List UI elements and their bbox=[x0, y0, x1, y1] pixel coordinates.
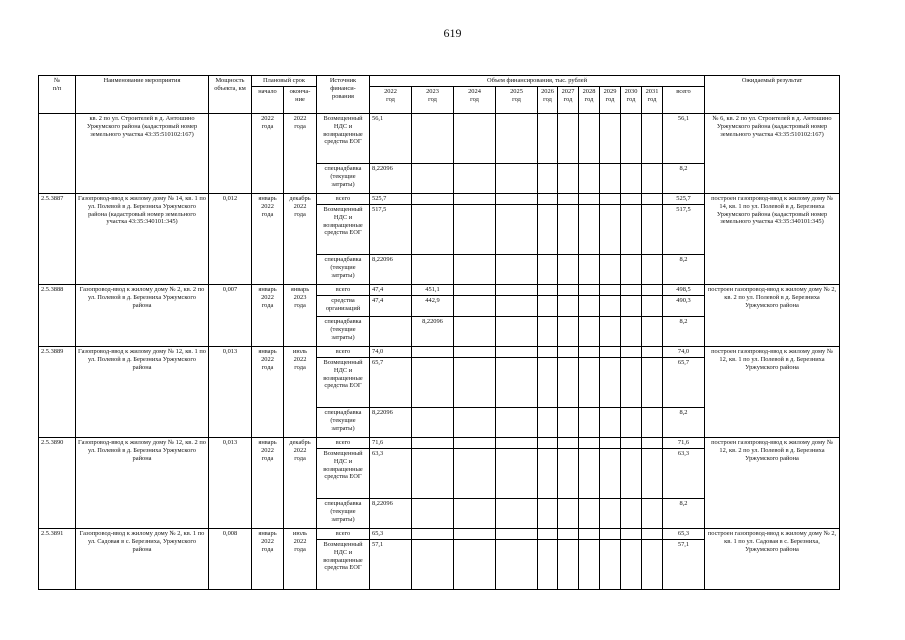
amount-year: 517,5 bbox=[370, 205, 412, 255]
amount-year bbox=[579, 317, 600, 347]
item-name: Газопровод-ввод к жилому дому № 12, кв. 1 по ул. Полевой в д. Березниха Уржумского района bbox=[76, 347, 209, 438]
amount-year bbox=[412, 358, 454, 408]
amount-year bbox=[642, 540, 663, 590]
amount-year bbox=[558, 255, 579, 285]
item-result: построен газопровод-ввод к жилому дому № 2, кв. 2 по ул. Полевой в д. Березниха Уржумского района bbox=[705, 285, 840, 347]
amount-year bbox=[496, 408, 538, 438]
amount-year bbox=[454, 540, 496, 590]
amount-year bbox=[538, 164, 558, 194]
amount-year: 442,9 bbox=[412, 296, 454, 317]
amount-year bbox=[412, 194, 454, 205]
amount-year bbox=[579, 358, 600, 408]
item-number: 2.5.3888 bbox=[39, 285, 76, 347]
amount-total: 65,3 bbox=[663, 529, 705, 540]
amount-year bbox=[558, 449, 579, 499]
header-term: Плановый срок bbox=[252, 76, 317, 87]
amount-year bbox=[558, 540, 579, 590]
amount-total: 8,2 bbox=[663, 317, 705, 347]
amount-year bbox=[558, 499, 579, 529]
amount-year bbox=[621, 529, 642, 540]
funding-source: спецнадбавка (текущие затраты) bbox=[317, 164, 370, 194]
amount-year bbox=[621, 540, 642, 590]
amount-year: 451,1 bbox=[412, 285, 454, 296]
funding-source: всего bbox=[317, 285, 370, 296]
amount-year: 74,0 bbox=[370, 347, 412, 358]
header-name: Наименование мероприятия bbox=[76, 76, 209, 114]
funding-source: Возмещенный НДС и возвращенные средства ЕОГ bbox=[317, 449, 370, 499]
item-capacity: 0,012 bbox=[209, 194, 252, 285]
amount-year bbox=[642, 358, 663, 408]
amount-year: 8,22096 bbox=[370, 499, 412, 529]
amount-year bbox=[454, 347, 496, 358]
amount-year bbox=[600, 114, 621, 164]
amount-year bbox=[579, 255, 600, 285]
item-capacity: 0,013 bbox=[209, 347, 252, 438]
amount-year bbox=[600, 164, 621, 194]
amount-year bbox=[558, 438, 579, 449]
amount-year bbox=[642, 438, 663, 449]
financing-table bbox=[38, 75, 840, 590]
header-term-end: оконча- ние bbox=[284, 87, 317, 114]
amount-year bbox=[412, 255, 454, 285]
amount-year: 47,4 bbox=[370, 296, 412, 317]
table-row bbox=[39, 285, 840, 296]
amount-year bbox=[496, 194, 538, 205]
amount-year bbox=[579, 540, 600, 590]
amount-year bbox=[496, 205, 538, 255]
funding-source: всего bbox=[317, 529, 370, 540]
amount-year bbox=[621, 164, 642, 194]
amount-year bbox=[412, 114, 454, 164]
amount-year bbox=[496, 449, 538, 499]
amount-year bbox=[642, 408, 663, 438]
amount-year bbox=[412, 164, 454, 194]
amount-year bbox=[558, 529, 579, 540]
amount-year bbox=[454, 317, 496, 347]
item-end: январь 2023 года bbox=[284, 285, 317, 347]
amount-year bbox=[558, 296, 579, 317]
header-volume: Объем финансирования, тыс. рублей bbox=[370, 76, 705, 87]
amount-year bbox=[579, 285, 600, 296]
amount-year bbox=[642, 347, 663, 358]
amount-year bbox=[558, 205, 579, 255]
amount-year bbox=[538, 540, 558, 590]
header-year: 2029 год bbox=[600, 87, 621, 114]
amount-total: 8,2 bbox=[663, 499, 705, 529]
item-start: январь 2022 года bbox=[252, 438, 284, 529]
amount-year bbox=[579, 296, 600, 317]
amount-year bbox=[412, 449, 454, 499]
amount-year bbox=[600, 499, 621, 529]
amount-total: 63,3 bbox=[663, 449, 705, 499]
amount-year bbox=[496, 529, 538, 540]
funding-source: всего bbox=[317, 438, 370, 449]
amount-year bbox=[454, 296, 496, 317]
amount-year bbox=[621, 449, 642, 499]
item-end: июль 2022 года bbox=[284, 347, 317, 438]
amount-year bbox=[454, 285, 496, 296]
item-start: январь 2022 года bbox=[252, 285, 284, 347]
header-year: 2027 год bbox=[558, 87, 579, 114]
amount-year: 47,4 bbox=[370, 285, 412, 296]
amount-year bbox=[412, 438, 454, 449]
amount-year bbox=[579, 114, 600, 164]
amount-year bbox=[621, 194, 642, 205]
amount-year bbox=[454, 358, 496, 408]
amount-year: 57,1 bbox=[370, 540, 412, 590]
amount-total: 8,2 bbox=[663, 164, 705, 194]
amount-year bbox=[412, 529, 454, 540]
amount-year bbox=[496, 317, 538, 347]
item-name: Газопровод-ввод к жилому дому № 12, кв. 2 по ул. Полевой в д. Березниха Уржумского района bbox=[76, 438, 209, 529]
item-start: январь 2022 года bbox=[252, 194, 284, 285]
amount-year bbox=[621, 358, 642, 408]
amount-year bbox=[600, 205, 621, 255]
funding-source: спецнадбавка (текущие затраты) bbox=[317, 255, 370, 285]
amount-year bbox=[538, 449, 558, 499]
funding-source: Возмещенный НДС и возвращенные средства ЕОГ bbox=[317, 540, 370, 590]
item-capacity: 0,013 bbox=[209, 438, 252, 529]
amount-year: 71,6 bbox=[370, 438, 412, 449]
item-start: январь 2022 года bbox=[252, 347, 284, 438]
amount-year bbox=[538, 317, 558, 347]
amount-year bbox=[621, 408, 642, 438]
amount-year: 8,22096 bbox=[370, 408, 412, 438]
item-capacity bbox=[209, 114, 252, 194]
amount-year: 65,7 bbox=[370, 358, 412, 408]
amount-year bbox=[412, 347, 454, 358]
funding-source: средства организаций bbox=[317, 296, 370, 317]
item-end: 2022 года bbox=[284, 114, 317, 194]
header-year: 2031 год bbox=[642, 87, 663, 114]
funding-source: Возмещенный НДС и возвращенные средства ЕОГ bbox=[317, 114, 370, 164]
amount-year bbox=[579, 449, 600, 499]
amount-year bbox=[642, 499, 663, 529]
amount-year bbox=[600, 540, 621, 590]
amount-year bbox=[579, 438, 600, 449]
amount-year bbox=[454, 194, 496, 205]
amount-year bbox=[600, 255, 621, 285]
amount-year bbox=[579, 347, 600, 358]
amount-year bbox=[621, 205, 642, 255]
amount-year bbox=[579, 529, 600, 540]
amount-year bbox=[600, 347, 621, 358]
item-name: кв. 2 по ул. Строителей в д. Антошино Уржумского района (кадастровый номер земельного участка 43:35:510102:167) bbox=[76, 114, 209, 194]
header-source: Источник финанси- рования bbox=[317, 76, 370, 114]
amount-year bbox=[454, 438, 496, 449]
header-year: 2026 год bbox=[538, 87, 558, 114]
item-start: 2022 года bbox=[252, 114, 284, 194]
amount-year bbox=[642, 255, 663, 285]
funding-source: спецнадбавка (текущие затраты) bbox=[317, 408, 370, 438]
amount-year bbox=[642, 285, 663, 296]
item-capacity: 0,008 bbox=[209, 529, 252, 590]
amount-year bbox=[642, 449, 663, 499]
table-row bbox=[39, 529, 840, 540]
amount-year bbox=[538, 358, 558, 408]
amount-year: 8,22096 bbox=[370, 255, 412, 285]
item-end: декабрь 2022 года bbox=[284, 194, 317, 285]
item-number: 2.5.3891 bbox=[39, 529, 76, 590]
header-year: 2023 год bbox=[412, 87, 454, 114]
amount-total: 490,3 bbox=[663, 296, 705, 317]
amount-year bbox=[538, 114, 558, 164]
amount-year bbox=[454, 499, 496, 529]
amount-year bbox=[642, 194, 663, 205]
amount-total: 8,2 bbox=[663, 408, 705, 438]
amount-year bbox=[600, 285, 621, 296]
amount-year bbox=[412, 408, 454, 438]
table-row bbox=[39, 194, 840, 205]
item-start: январь 2022 года bbox=[252, 529, 284, 590]
amount-year bbox=[496, 438, 538, 449]
item-name: Газопровод-ввод к жилому дому № 2, кв. 2 по ул. Полевой в д. Березниха Уржумского района bbox=[76, 285, 209, 347]
item-result: построен газопровод-ввод к жилому дому № 14, кв. 1 по ул. Полевой в д. Березниха Уржумского района (кадастровый номер земельного участка 43:35:340101:345) bbox=[705, 194, 840, 285]
item-number: 2.5.3890 bbox=[39, 438, 76, 529]
funding-source: Возмещенный НДС и возвращенные средства ЕОГ bbox=[317, 205, 370, 255]
amount-year bbox=[558, 114, 579, 164]
amount-total: 498,5 bbox=[663, 285, 705, 296]
amount-year bbox=[538, 499, 558, 529]
amount-year bbox=[496, 499, 538, 529]
amount-year bbox=[642, 317, 663, 347]
item-end: июль 2022 года bbox=[284, 529, 317, 590]
amount-year bbox=[642, 205, 663, 255]
amount-year bbox=[558, 408, 579, 438]
amount-year: 56,1 bbox=[370, 114, 412, 164]
amount-year bbox=[412, 540, 454, 590]
amount-year bbox=[538, 194, 558, 205]
amount-year bbox=[600, 358, 621, 408]
amount-year bbox=[621, 285, 642, 296]
amount-year bbox=[454, 164, 496, 194]
amount-year bbox=[496, 540, 538, 590]
amount-year bbox=[496, 285, 538, 296]
header-year: 2022 год bbox=[370, 87, 412, 114]
item-result: построен газопровод-ввод к жилому дому № 2, кв. 1 по ул. Садовая в с. Березниха, Уржумского района bbox=[705, 529, 840, 590]
funding-source: спецнадбавка (текущие затраты) bbox=[317, 499, 370, 529]
amount-total: 56,1 bbox=[663, 114, 705, 164]
amount-year bbox=[621, 499, 642, 529]
amount-year bbox=[496, 347, 538, 358]
header-num: № п/п bbox=[39, 76, 76, 114]
amount-year bbox=[600, 296, 621, 317]
amount-year bbox=[621, 296, 642, 317]
amount-year bbox=[538, 529, 558, 540]
amount-year bbox=[496, 358, 538, 408]
amount-year bbox=[642, 296, 663, 317]
table-row bbox=[39, 114, 840, 164]
amount-year bbox=[621, 255, 642, 285]
amount-total: 57,1 bbox=[663, 540, 705, 590]
funding-source: спецнадбавка (текущие затраты) bbox=[317, 317, 370, 347]
amount-year bbox=[642, 529, 663, 540]
amount-year bbox=[496, 164, 538, 194]
amount-year bbox=[579, 194, 600, 205]
header-term-start: начало bbox=[252, 87, 284, 114]
amount-year bbox=[642, 114, 663, 164]
amount-year bbox=[412, 205, 454, 255]
amount-year bbox=[454, 408, 496, 438]
amount-year bbox=[538, 408, 558, 438]
amount-year bbox=[558, 358, 579, 408]
amount-year bbox=[538, 205, 558, 255]
amount-year bbox=[558, 194, 579, 205]
amount-total: 8,2 bbox=[663, 255, 705, 285]
amount-total: 74,0 bbox=[663, 347, 705, 358]
item-result: № 6, кв. 2 по ул. Строителей в д. Антошино Уржумского района (кадастровый номер земельного участка 43:35:510102:167) bbox=[705, 114, 840, 194]
amount-year bbox=[600, 449, 621, 499]
amount-year bbox=[579, 164, 600, 194]
header-capacity: Мощность объекта, км bbox=[209, 76, 252, 114]
amount-year bbox=[621, 114, 642, 164]
item-end: декабрь 2022 года bbox=[284, 438, 317, 529]
header-year: 2028 год bbox=[579, 87, 600, 114]
amount-year bbox=[496, 296, 538, 317]
amount-year bbox=[579, 205, 600, 255]
header-row bbox=[39, 76, 840, 87]
item-result: построен газопровод-ввод к жилому дому № 12, кв. 1 по ул. Полевой в д. Березниха Уржумского района bbox=[705, 347, 840, 438]
page-number: 619 bbox=[443, 26, 462, 40]
amount-total: 525,7 bbox=[663, 194, 705, 205]
amount-year bbox=[538, 255, 558, 285]
item-number: 2.5.3889 bbox=[39, 347, 76, 438]
header-year: 2025 год bbox=[496, 87, 538, 114]
amount-total: 517,5 bbox=[663, 205, 705, 255]
amount-year bbox=[621, 347, 642, 358]
amount-year bbox=[538, 285, 558, 296]
amount-year bbox=[621, 317, 642, 347]
amount-year bbox=[600, 194, 621, 205]
amount-year bbox=[496, 114, 538, 164]
amount-year bbox=[538, 296, 558, 317]
amount-year bbox=[538, 438, 558, 449]
item-capacity: 0,007 bbox=[209, 285, 252, 347]
header-year: всего bbox=[663, 87, 705, 114]
amount-year: 65,3 bbox=[370, 529, 412, 540]
amount-year bbox=[558, 285, 579, 296]
amount-year bbox=[642, 164, 663, 194]
funding-source: всего bbox=[317, 347, 370, 358]
amount-year bbox=[600, 529, 621, 540]
amount-year bbox=[600, 317, 621, 347]
header-year: 2030 год bbox=[621, 87, 642, 114]
amount-year bbox=[600, 438, 621, 449]
amount-year bbox=[454, 529, 496, 540]
amount-year bbox=[600, 408, 621, 438]
amount-year: 63,3 bbox=[370, 449, 412, 499]
amount-year bbox=[412, 499, 454, 529]
amount-year: 8,22096 bbox=[412, 317, 454, 347]
item-name: Газопровод-ввод к жилому дому № 2, кв. 1 по ул. Садовая в с. Березниха, Уржумского района bbox=[76, 529, 209, 590]
amount-year bbox=[621, 438, 642, 449]
item-result: построен газопровод-ввод к жилому дому № 12, кв. 2 по ул. Полевой в д. Березниха Уржумского района bbox=[705, 438, 840, 529]
amount-year bbox=[579, 408, 600, 438]
amount-year bbox=[496, 255, 538, 285]
amount-year bbox=[370, 317, 412, 347]
header-year: 2024 год bbox=[454, 87, 496, 114]
amount-year bbox=[454, 114, 496, 164]
amount-year bbox=[454, 449, 496, 499]
amount-year: 525,7 bbox=[370, 194, 412, 205]
amount-year bbox=[579, 499, 600, 529]
funding-source: всего bbox=[317, 194, 370, 205]
table-row bbox=[39, 347, 840, 358]
header-result: Ожидаемый результат bbox=[705, 76, 840, 114]
amount-year bbox=[538, 347, 558, 358]
amount-year bbox=[454, 255, 496, 285]
amount-year: 8,22096 bbox=[370, 164, 412, 194]
amount-total: 71,6 bbox=[663, 438, 705, 449]
amount-year bbox=[558, 317, 579, 347]
item-number bbox=[39, 114, 76, 194]
amount-year bbox=[558, 347, 579, 358]
item-name: Газопровод-ввод к жилому дому № 14, кв. 1 по ул. Полевой в д. Березниха Уржумского района (кадастровый номер земельного участка 43:35:340101:345) bbox=[76, 194, 209, 285]
amount-year bbox=[454, 205, 496, 255]
table-row bbox=[39, 438, 840, 449]
amount-year bbox=[558, 164, 579, 194]
amount-total: 65,7 bbox=[663, 358, 705, 408]
item-number: 2.5.3887 bbox=[39, 194, 76, 285]
funding-source: Возмещенный НДС и возвращенные средства ЕОГ bbox=[317, 358, 370, 408]
